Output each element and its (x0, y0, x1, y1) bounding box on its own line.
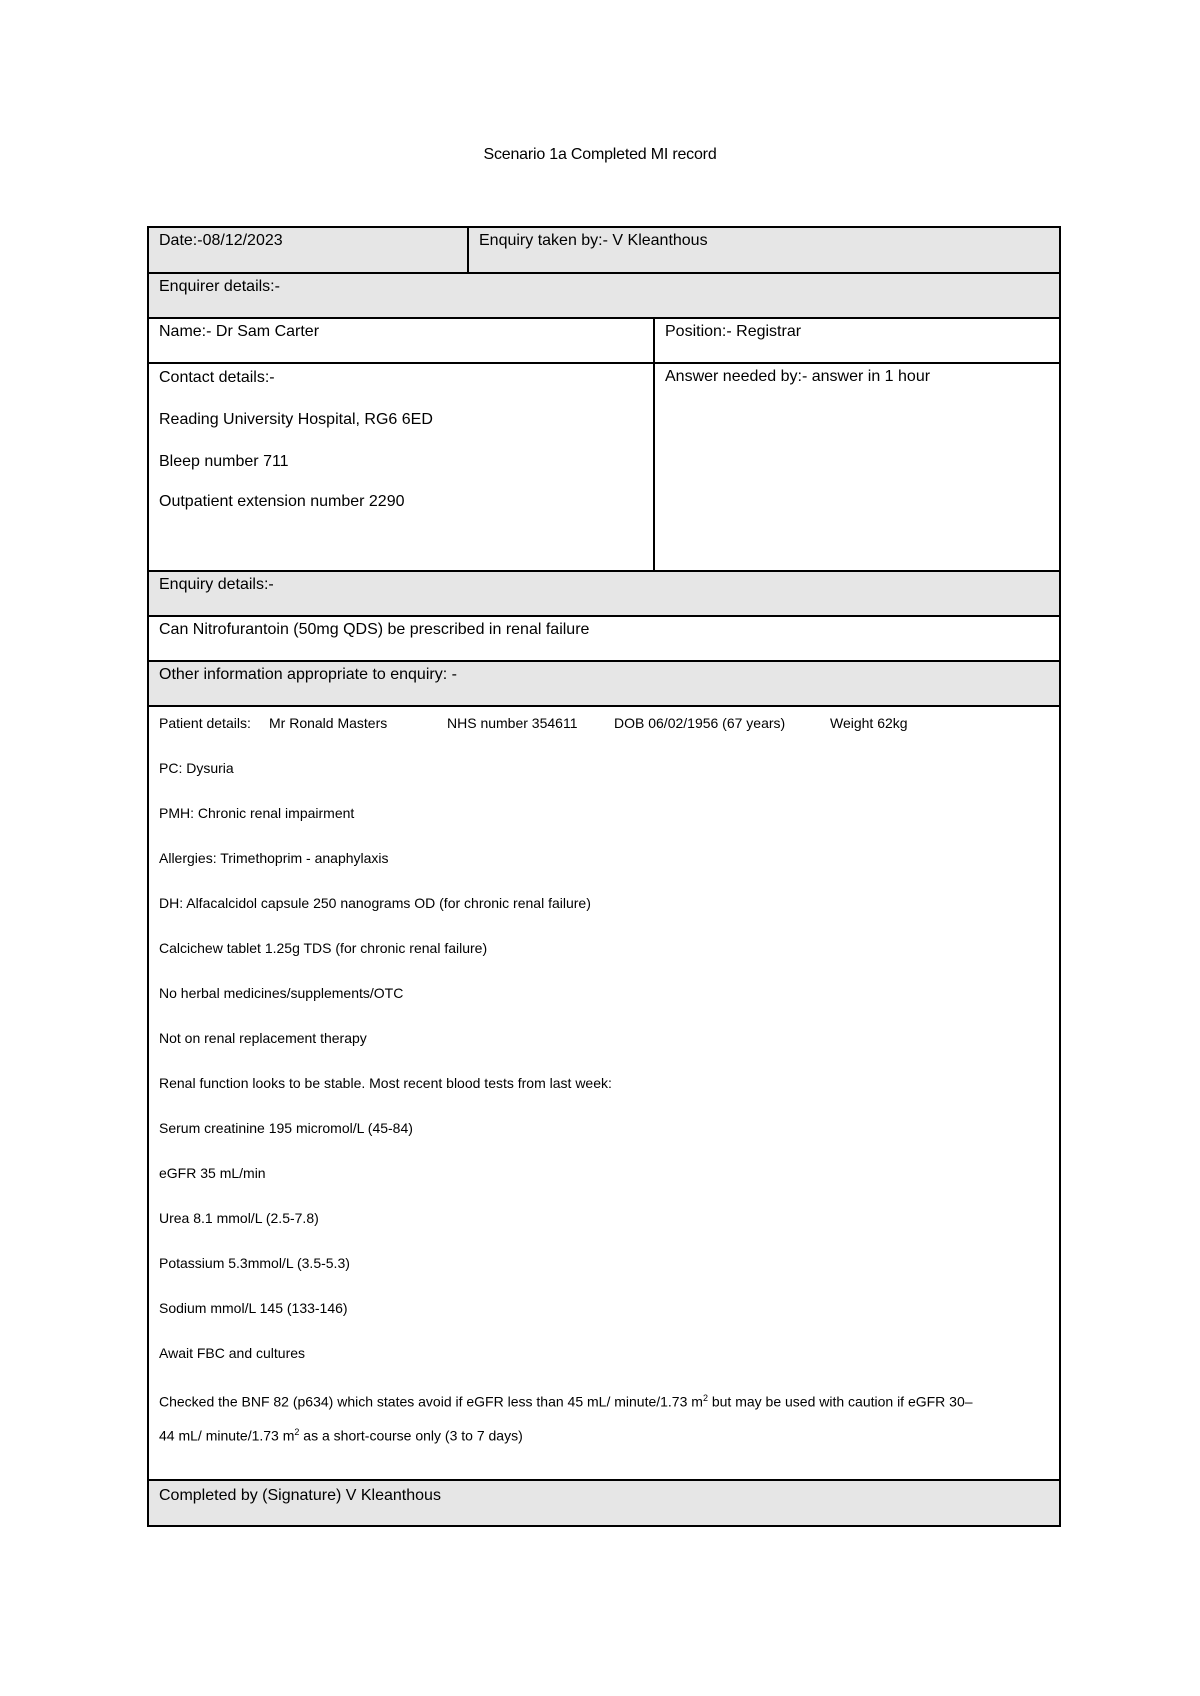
enquiry-details-heading: Enquiry details:- (159, 576, 274, 593)
patient-line: DH: Alfacalcidol capsule 250 nanograms OD (for chronic renal failure) (159, 895, 591, 911)
contact-details-cell (149, 364, 653, 570)
page-title: Scenario 1a Completed MI record (483, 146, 717, 163)
patient-weight: Weight 62kg (830, 715, 908, 731)
patient-line: Calcichew tablet 1.25g TDS (for chronic renal failure) (159, 940, 488, 956)
contact-bleep: Bleep number 711 (159, 453, 289, 470)
contact-hospital: Reading University Hospital, RG6 6ED (159, 411, 433, 428)
bnf-check-line-1 (159, 1388, 1049, 1412)
bnf-text-2: 44 mL/ minute/1.73 m (159, 1427, 295, 1444)
date-field: Date:-08/12/2023 (159, 232, 283, 249)
completed-by-row (149, 1479, 1059, 1525)
patient-line: Serum creatinine 195 micromol/L (45-84) (159, 1120, 413, 1136)
completed-by-signature: Completed by (Signature) V Kleanthous (159, 1487, 441, 1504)
patient-line: Not on renal replacement therapy (159, 1030, 367, 1046)
date-row (149, 228, 1059, 272)
mi-record-form (147, 226, 1061, 1527)
bnf-superscript-1: 2 (702, 1393, 708, 1403)
bnf-text-2-end: as a short-course only (3 to 7 days) (299, 1427, 523, 1444)
patient-line: eGFR 35 mL/min (159, 1165, 266, 1181)
bnf-text-1-end: but may be used with caution if eGFR 30– (707, 1393, 973, 1410)
patient-line: Allergies: Trimethoprim - anaphylaxis (159, 850, 389, 866)
patient-dob: DOB 06/02/1956 (67 years) (614, 715, 786, 731)
enquirer-name-field: Name:- Dr Sam Carter (159, 323, 320, 340)
patient-line: Potassium 5.3mmol/L (3.5-5.3) (159, 1255, 350, 1271)
enquirer-position-field: Position:- Registrar (653, 319, 1059, 362)
enquirer-details-heading: Enquirer details:- (159, 278, 280, 295)
other-info-row (149, 660, 1059, 705)
name-position-row (149, 317, 1059, 362)
bnf-text-1: Checked the BNF 82 (p634) which states avoid if eGFR less than 45 mL/ minute/1.73 m (159, 1393, 703, 1410)
enquiry-question-row (149, 615, 1059, 660)
patient-line: Sodium mmol/L 145 (133-146) (159, 1300, 348, 1316)
other-info-heading: Other information appropriate to enquiry: - (159, 666, 457, 683)
patient-line: Await FBC and cultures (159, 1345, 306, 1361)
patient-details-cell (149, 707, 1059, 1479)
bnf-superscript-2: 2 (294, 1426, 300, 1437)
patient-line: Renal function looks to be stable. Most recent blood tests from last week: (159, 1075, 612, 1091)
patient-line: No herbal medicines/supplements/OTC (159, 985, 404, 1001)
answer-needed-text: Answer needed by:- answer in 1 hour (665, 368, 931, 385)
answer-needed-field (653, 364, 1059, 570)
enquiry-details-row (149, 570, 1059, 615)
contact-row (149, 362, 1059, 570)
patient-line: Urea 8.1 mmol/L (2.5-7.8) (159, 1210, 319, 1226)
patient-header-line (159, 713, 1049, 733)
patient-name: Mr Ronald Masters (269, 715, 388, 731)
patient-details-row (149, 705, 1059, 1479)
patient-details-label: Patient details: (159, 715, 251, 731)
patient-line: PC: Dysuria (159, 760, 234, 776)
enquiry-taken-by-field: Enquiry taken by:- V Kleanthous (467, 228, 1059, 272)
contact-heading: Contact details:- (159, 369, 275, 386)
patient-line: PMH: Chronic renal impairment (159, 805, 355, 821)
enquiry-question: Can Nitrofurantoin (50mg QDS) be prescribed in renal failure (159, 621, 590, 638)
bnf-check-line-2 (159, 1422, 1049, 1446)
patient-nhs-number: NHS number 354611 (447, 715, 578, 731)
contact-extension: Outpatient extension number 2290 (159, 493, 405, 510)
enquirer-details-row (149, 272, 1059, 317)
